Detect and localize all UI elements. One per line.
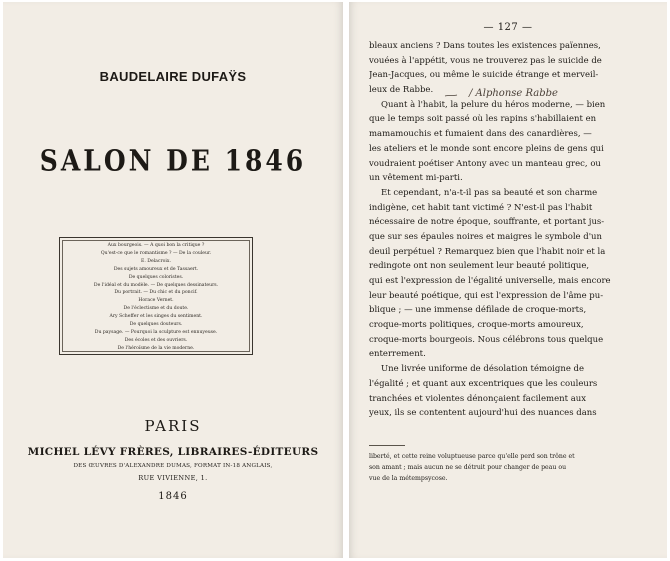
text-line: redingote ont non seulement leur beauté politique, — [369, 261, 590, 272]
footnote-line: vue de la métempsycose. — [369, 475, 448, 482]
text-page — [349, 2, 667, 558]
contents-entry: Du paysage. — Pourquoi la sculpture est ennuyeuse. — [94, 329, 218, 335]
contents-entry: De l'éclectisme et du doute. — [123, 306, 189, 312]
publication-year: 1846 — [158, 491, 188, 502]
contents-entry: Des écoles et des ouvriers. — [124, 337, 188, 343]
page-number: — 127 — — [483, 22, 533, 33]
contents-entry: Horace Vernet. — [138, 298, 174, 304]
contents-box — [59, 237, 253, 355]
book-title: SALON DE 1846 — [39, 143, 307, 178]
contents-entry: Aux bourgeois. — A quoi bon la critique ? — [107, 243, 205, 248]
contents-entry: Ary Scheffer et les singes du sentiment. — [109, 314, 203, 320]
contents-entry: Du portrait. — Du chic et du poncif. — [114, 290, 198, 296]
text-line: yeux, ils se contentent aujourd'hui des nuances dans — [369, 408, 597, 419]
publication-city: PARIS — [144, 417, 202, 435]
text-line: croque-morts bourgeois. Nous célébrons tous quelque — [369, 334, 604, 345]
contents-entry: De l'héroïsme de la vie moderne. — [117, 345, 195, 351]
title-page — [3, 2, 343, 558]
text-line: Et cependant, n'a-t-il pas sa beauté et son charme — [381, 187, 598, 198]
text-line: deuil perpétuel ? Remarquez bien que l'habit noir et la — [369, 246, 606, 257]
contents-entry: Qu'est-ce que le romantisme ? — De la couleur. — [100, 250, 212, 256]
text-line: nécessaire de notre époque, souffrante, et portant jus- — [369, 217, 605, 228]
text-line: que sur ses épaules noires et maigres le symbole d'un — [369, 231, 603, 242]
text-line: croque-morts politiques, croque-morts amoureux, — [369, 320, 584, 331]
text-line: enterrement. — [369, 349, 426, 360]
text-line: tranchées et violentes dénonçaient facilement aux — [369, 393, 587, 404]
contents-entry: E. Delacroix. — [141, 258, 171, 264]
text-line: l'égalité ; et quant aux excentriques que les couleurs — [369, 378, 598, 389]
text-line: indigène, cet habit tant victimé ? N'est-il pas l'habit — [369, 202, 593, 213]
publisher-street: RUE VIVIENNE, 1. — [138, 474, 208, 482]
contents-entry: De quelques douteurs. — [129, 322, 183, 328]
text-line: leur beauté poétique, qui est l'expression de l'âme pu- — [369, 290, 604, 301]
text-line: Jean-Jacques, ou même le suicide étrange et merveil- — [369, 70, 599, 81]
text-line: qui est l'expression de l'égalité universelle, mais encore — [369, 276, 611, 286]
publisher-address: DES ŒUVRES D'ALEXANDRE DUMAS, FORMAT IN-18 ANGLAIS, — [73, 463, 273, 469]
text-line: Une livrée uniforme de désolation témoigne de — [381, 364, 585, 375]
text-line: blique ; — une immense défilade de croque-morts, — [369, 305, 587, 316]
text-line: Quant à l'habit, la pelure du héros moderne, — bien — [381, 99, 606, 110]
handwritten-note: / Alphonse Rabbe — [469, 88, 558, 99]
contents-entry: Des sujets amoureux et de Tassaert. — [113, 266, 199, 272]
text-line: mamamouchis et fumaient dans des canardières, — — [369, 129, 592, 140]
text-line: bleaux anciens ? Dans toutes les existences païennes, — [369, 41, 601, 51]
text-line: un vêtement mi-parti. — [369, 173, 463, 184]
text-line: voudraient poétiser Antony avec un manteau grec, ou — [369, 158, 601, 169]
footnote-text — [369, 451, 653, 484]
text-line: les ateliers et le monde sont encore pleins de gens qui — [369, 143, 604, 154]
footnote-line: son amant ; mais aucun ne se détruit pour changer de peau ou — [369, 464, 567, 471]
handwritten-annotation — [441, 83, 571, 103]
publisher-name: MICHEL LÉVY FRÈRES, LIBRAIRES-ÉDITEURS — [27, 446, 319, 458]
text-line: que le temps soit passé où les rapins s'habillaient en — [369, 114, 597, 125]
text-line: leux de Rabbe. — [369, 85, 434, 96]
contents-entry: De quelques coloristes. — [128, 274, 184, 280]
footnote-rule — [369, 445, 405, 446]
contents-entry: De l'idéal et du modèle. — De quelques dessinateurs. — [93, 282, 219, 288]
text-line: vouées à l'appétit, vous ne trouverez pas le suicide de — [369, 55, 602, 66]
author-name: BAUDELAIRE DUFAŸS — [99, 69, 247, 84]
footnote-line: liberté, et cette reine voluptueuse parce qu'elle perd son trône et — [369, 453, 575, 460]
